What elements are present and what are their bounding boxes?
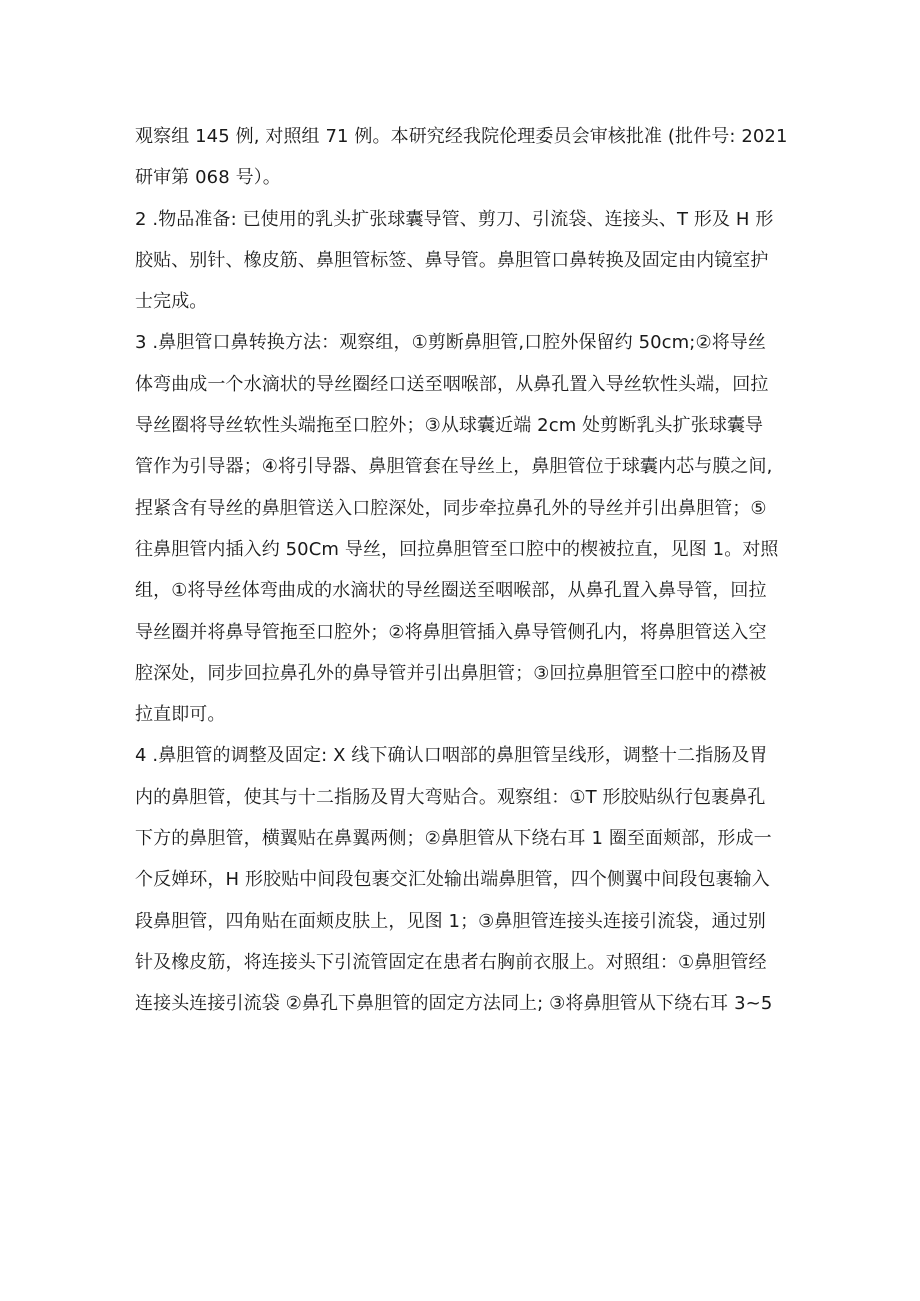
body-text — [135, 116, 795, 1025]
text-line: 段鼻胆管，四角贴在面颊皮肤上，见图 1；③鼻胆管连接头连接引流袋，通过别 — [135, 910, 766, 932]
text-line: 4 .鼻胆管的调整及固定: X 线下确认口咽部的鼻胆管呈线形，调整十二指肠及胃 — [135, 745, 768, 767]
text-line: 管作为引导器；④将引导器、鼻胆管套在导丝上，鼻胆管位于球囊内芯与膜之间, — [135, 456, 773, 478]
text-line: 内的鼻胆管，使其与十二指肠及胃大弯贴合。观察组：①T 形胶贴纵行包裹鼻孔 — [135, 786, 766, 808]
text-line: 导丝圈并将鼻导管拖至口腔外；②将鼻胆管插入鼻导管侧孔内，将鼻胆管送入空 — [135, 621, 767, 643]
text-line: 研审第 068 号）。 — [135, 167, 281, 189]
text-line: 往鼻胆管内插入约 50Cm 导丝，回拉鼻胆管至口腔中的楔被拉直，见图 1。对照 — [135, 538, 779, 560]
text-line: 个反婵环，H 形胶贴中间段包裹交汇处输出端鼻胆管，四个侧翼中间段包裹输入 — [135, 869, 770, 891]
text-line: 体弯曲成一个水滴状的导丝圈经口送至咽喉部，从鼻孔置入导丝软性头端，回拉 — [135, 373, 769, 395]
text-line: 组，①将导丝体弯曲成的水滴状的导丝圈送至咽喉部，从鼻孔置入鼻导管，回拉 — [135, 580, 767, 602]
text-line: 士完成。 — [135, 291, 208, 313]
text-line: 捏紧含有导丝的鼻胆管送入口腔深处，同步牵拉鼻孔外的导丝并引出鼻胆管；⑤ — [135, 497, 767, 519]
text-line: 胶贴、别针、橡皮筋、鼻胆管标签、鼻导管。鼻胆管口鼻转换及固定由内镜室护 — [135, 249, 769, 271]
text-line: 观察组 145 例, 对照组 71 例。本研究经我院伦理委员会审核批准 (批件号: 2021 — [135, 126, 788, 147]
text-line: 拉直即可。 — [135, 704, 226, 726]
text-line: 连接头连接引流袋 ②鼻孔下鼻胆管的固定方法同上; ③将鼻胆管从下绕右耳 3~5 — [135, 993, 773, 1015]
text-line: 针及橡皮筋，将连接头下引流管固定在患者右胸前衣服上。对照组：①鼻胆管经 — [135, 951, 767, 973]
text-line: 3 .鼻胆管口鼻转换方法：观察组，①剪断鼻胆管,口腔外保留约 50cm;②将导丝 — [135, 332, 767, 354]
text-line: 下方的鼻胆管，横翼贴在鼻翼两侧；②鼻胆管从下绕右耳 1 圈至面颊部，形成一 — [135, 828, 772, 850]
text-line: 2 .物品准备: 已使用的乳头扩张球囊导管、剪刀、引流袋、连接头、T 形及 H 形 — [135, 208, 774, 230]
text-line: 导丝圈将导丝软性头端拖至口腔外；③从球囊近端 2cm 处剪断乳头扩张球囊导 — [135, 415, 764, 437]
text-line: 腔深处，同步回拉鼻孔外的鼻导管并引出鼻胆管；③回拉鼻胆管至口腔中的襟被 — [135, 662, 767, 684]
